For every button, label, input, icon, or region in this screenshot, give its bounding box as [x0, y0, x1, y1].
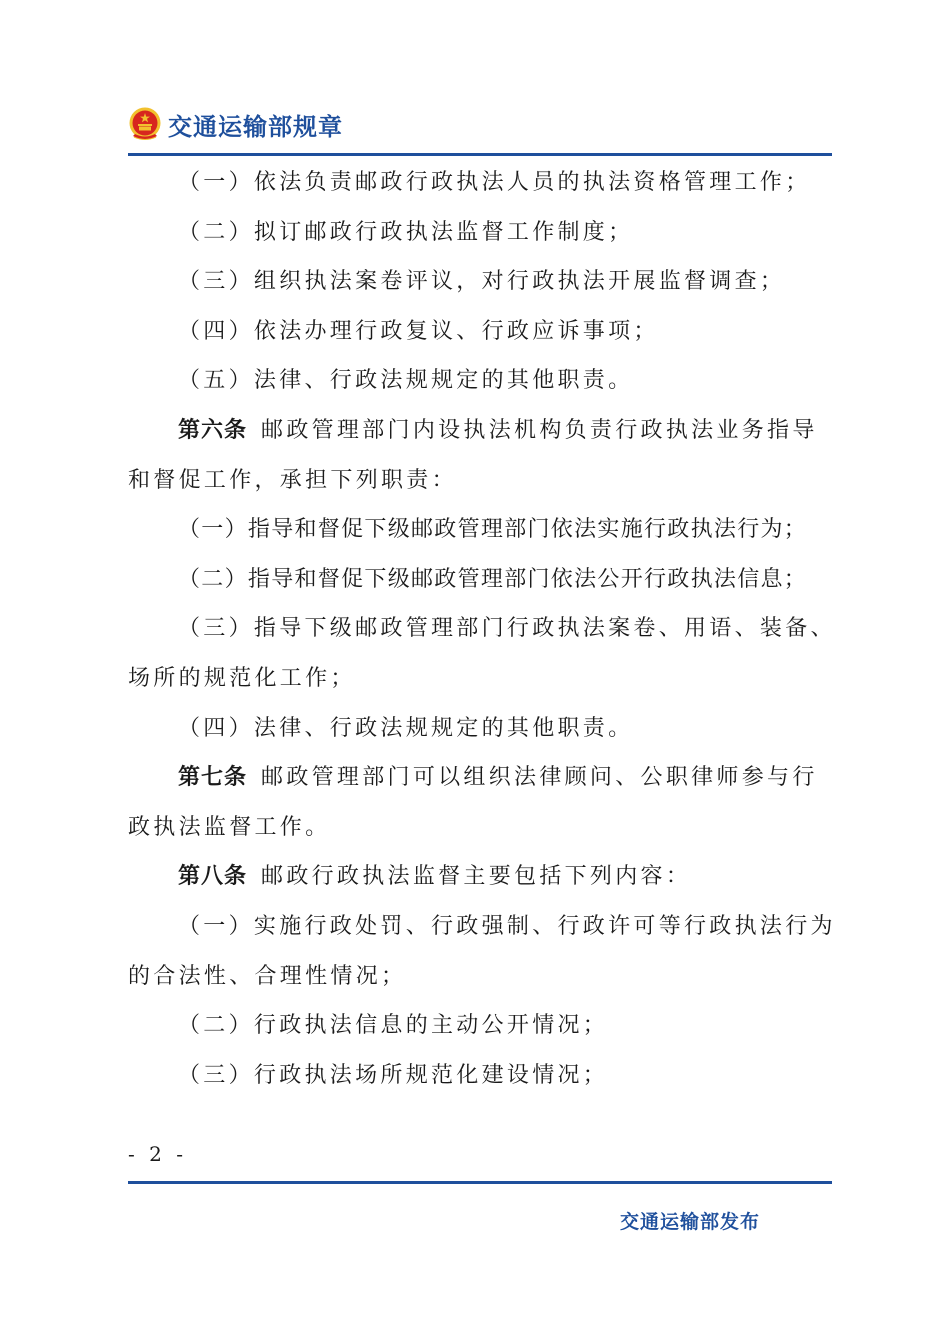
article-label: 第七条	[178, 765, 248, 791]
article-text: 邮政管理部门可以组织法律顾问、公职律师参与行	[261, 765, 818, 791]
article-eight	[128, 852, 848, 902]
national-emblem-icon	[128, 106, 162, 142]
page-header	[128, 102, 343, 146]
article-seven	[128, 753, 848, 803]
paragraph-line: （一）指导和督促下级邮政管理部门依法实施行政执法行为；	[178, 517, 808, 543]
article-text: 邮政管理部门内设执法机构负责行政执法业务指导	[261, 417, 818, 443]
paragraph-line: （一）实施行政处罚、行政强制、行政许可等行政执法行为	[178, 913, 836, 939]
paragraph-line: （三）行政执法场所规范化建设情况；	[178, 1062, 609, 1088]
header-title: 交通运输部规章	[168, 112, 343, 141]
paragraph-line: 和督促工作，承担下列职责：	[128, 467, 457, 493]
paragraph-line: 政执法监督工作。	[128, 814, 331, 840]
document-body	[128, 158, 848, 1100]
paragraph-line: （二）行政执法信息的主动公开情况；	[178, 1013, 609, 1039]
article-text: 邮政行政执法监督主要包括下列内容：	[261, 864, 692, 890]
footer-publisher: 交通运输部发布	[620, 1211, 761, 1233]
header-divider	[128, 153, 832, 156]
paragraph-line: （四）法律、行政法规规定的其他职责。	[178, 715, 634, 741]
paragraph-line: 场所的规范化工作；	[128, 665, 356, 691]
article-six	[128, 406, 848, 456]
paragraph-line: （四）依法办理行政复议、行政应诉事项；	[178, 318, 659, 344]
article-label: 第八条	[178, 864, 248, 890]
article-label: 第六条	[178, 417, 248, 443]
paragraph-line: （三）指导下级邮政管理部门行政执法案卷、用语、装备、	[178, 616, 836, 642]
paragraph-line: （一）依法负责邮政行政执法人员的执法资格管理工作；	[178, 170, 811, 195]
paragraph-line: （五）法律、行政法规规定的其他职责。	[178, 368, 634, 394]
page-number: - 2 -	[128, 1142, 187, 1166]
paragraph-line: 的合法性、合理性情况；	[128, 963, 407, 989]
footer-divider	[128, 1181, 832, 1184]
paragraph-line: （二）拟订邮政行政执法监督工作制度；	[178, 219, 634, 245]
paragraph-line: （三）组织执法案卷评议，对行政执法开展监督调查；	[178, 269, 786, 295]
paragraph-line: （二）指导和督促下级邮政管理部门依法公开行政执法信息；	[178, 566, 808, 592]
